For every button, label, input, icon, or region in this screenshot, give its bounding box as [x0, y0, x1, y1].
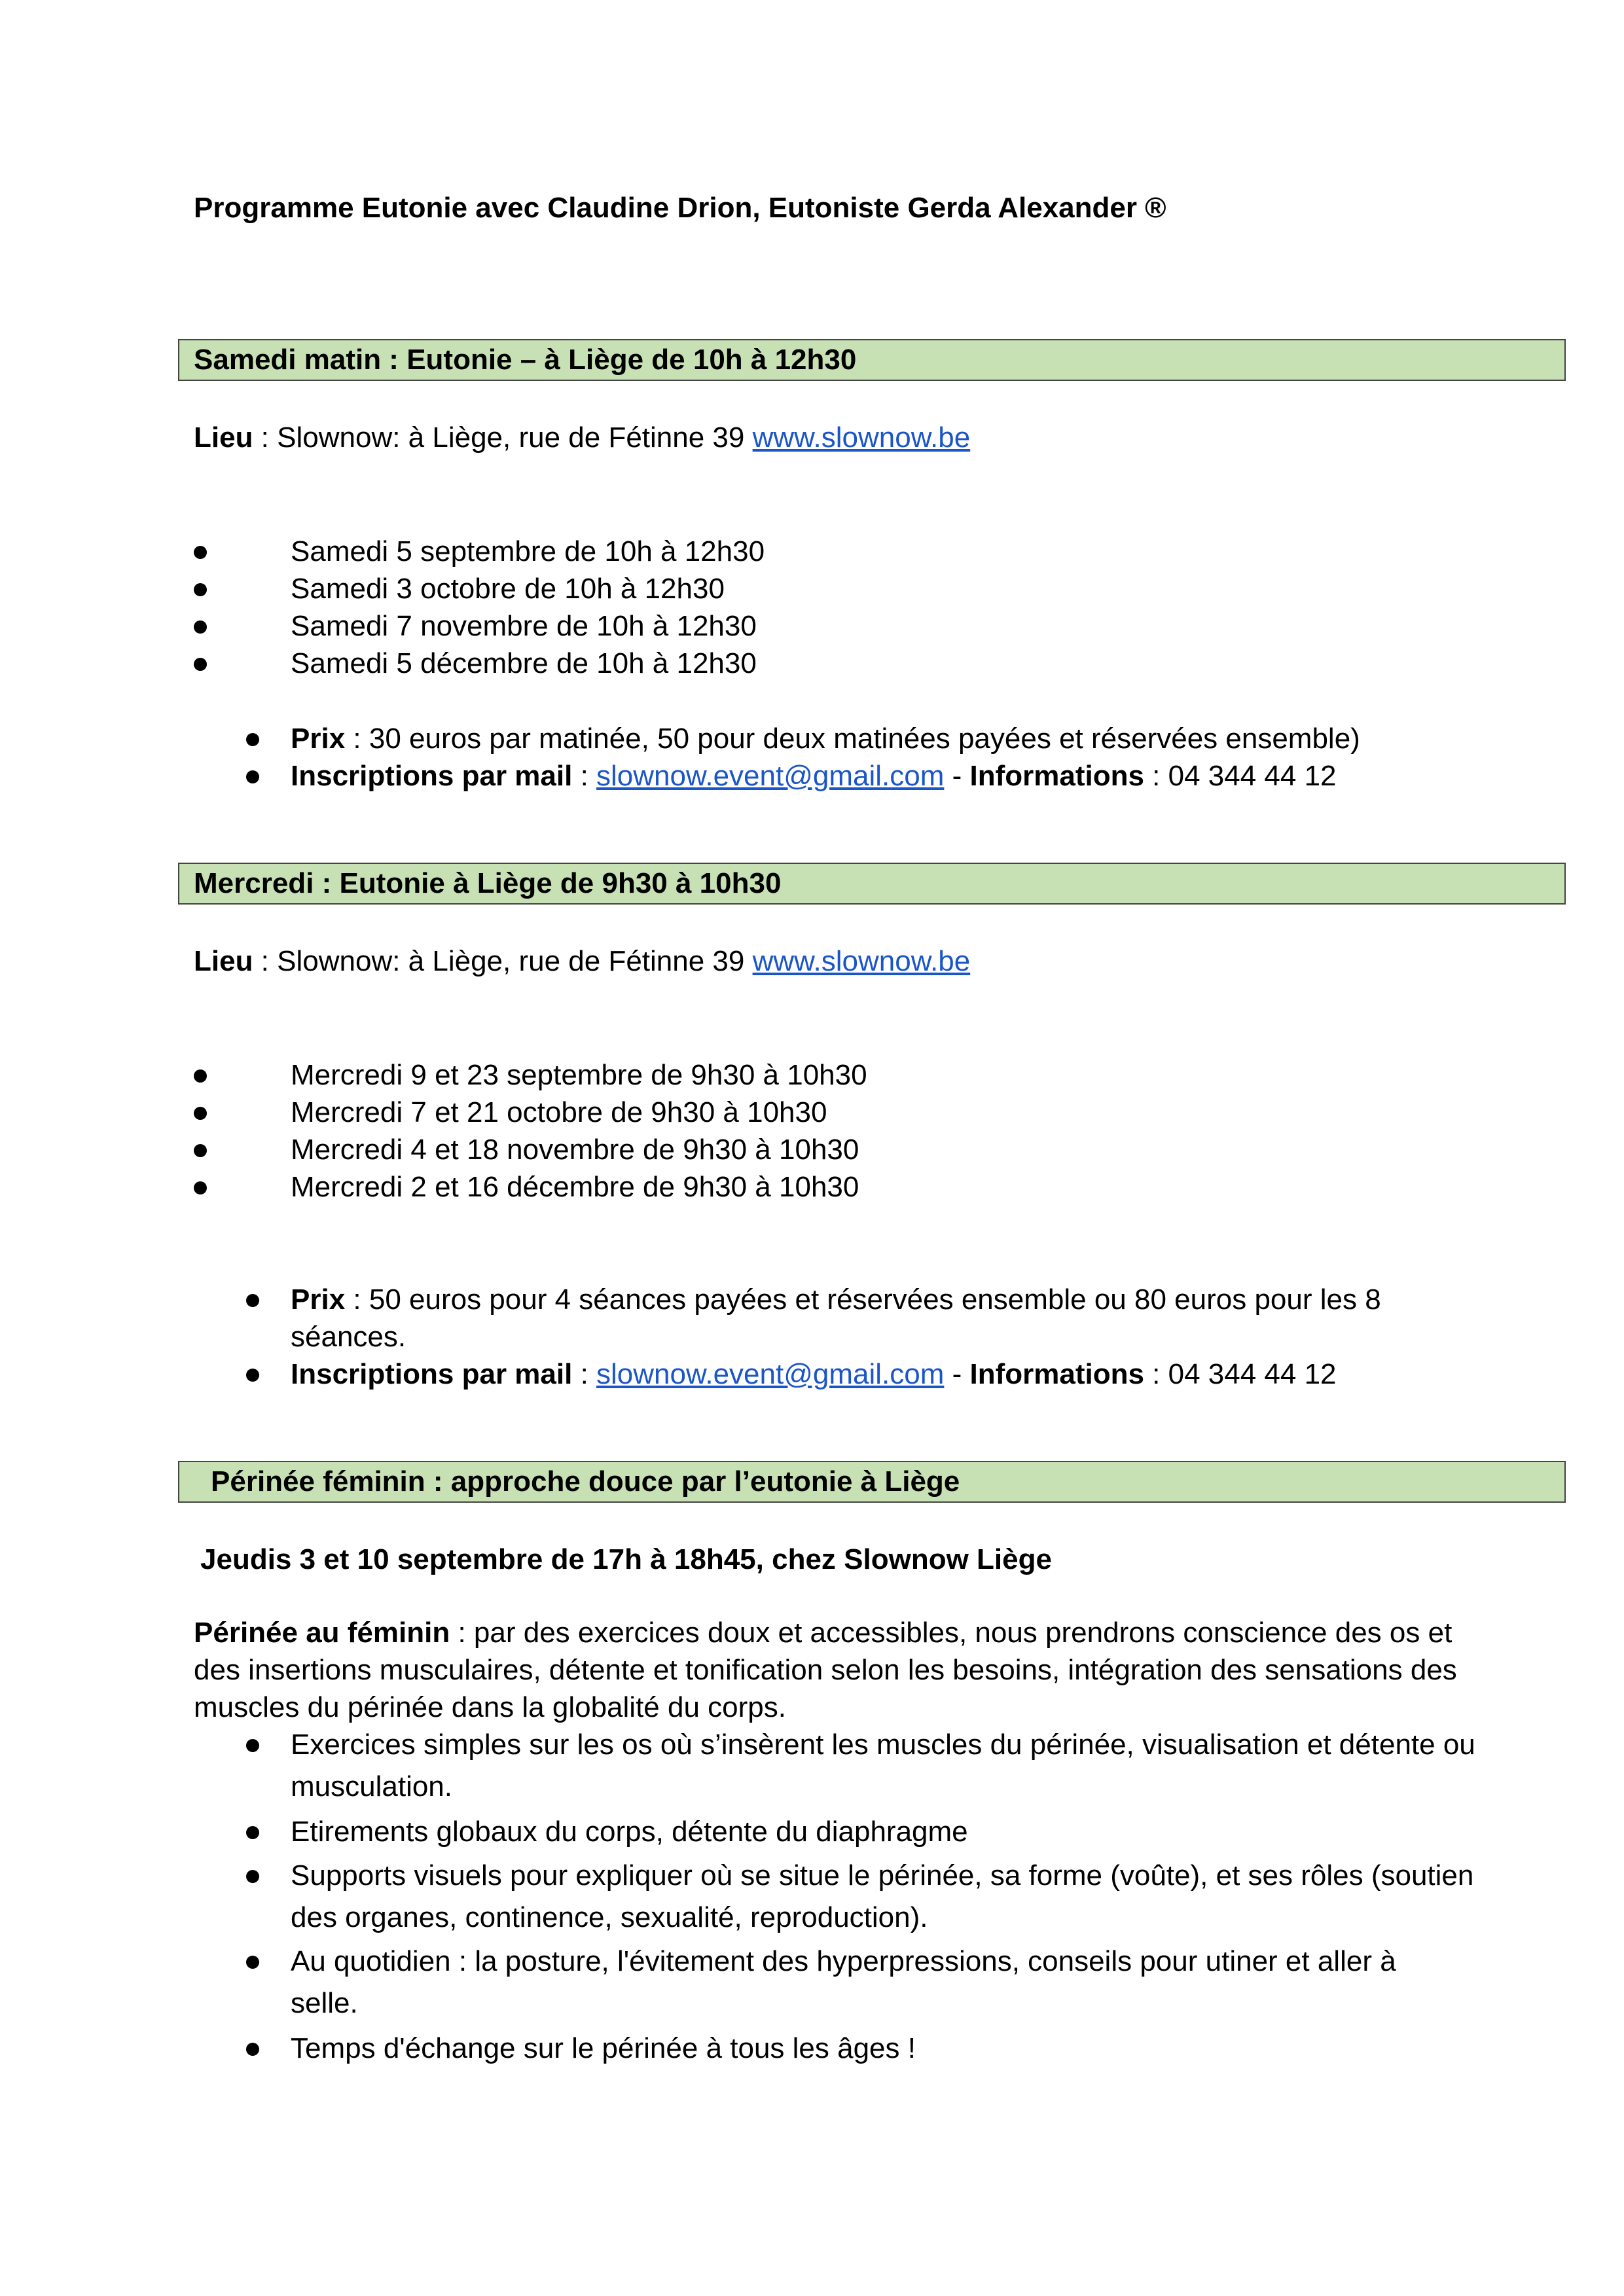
section-subtitle-perinee: Jeudis 3 et 10 septembre de 17h à 18h45, chez Slownow Liège [200, 1543, 1052, 1575]
date-item: Mercredi 2 et 16 décembre de 9h30 à 10h30 [291, 1171, 859, 1203]
lieu-text: : Slownow: à Liège, rue de Fétinne 39 [253, 945, 753, 977]
email-link[interactable]: slownow.event@gmail.com [596, 1358, 945, 1390]
perinee-item-3-cont: des organes, continence, sexualité, reproduction). [291, 1901, 928, 1933]
date-item: Samedi 7 novembre de 10h à 12h30 [291, 610, 757, 642]
separator: : [572, 760, 597, 792]
inscriptions-label: Inscriptions par mail [291, 1358, 573, 1390]
intro-label: Périnée au féminin [194, 1617, 450, 1649]
date-item: Samedi 5 décembre de 10h à 12h30 [291, 647, 757, 679]
date-item: Samedi 3 octobre de 10h à 12h30 [291, 573, 725, 605]
perinee-item-1-cont: musculation. [291, 1770, 453, 1803]
bullet-icon [194, 1144, 207, 1157]
separator: : [572, 1358, 597, 1390]
date-item: Mercredi 4 et 18 novembre de 9h30 à 10h30 [291, 1134, 859, 1166]
prix-line-mercredi [291, 1281, 1381, 1319]
informations-label: Informations [969, 1358, 1144, 1390]
bullet-icon [194, 583, 207, 596]
section-header-samedi: Samedi matin : Eutonie – à Liège de 10h à 12h30 [178, 339, 1566, 381]
intro-text: : par des exercices doux et accessibles, nous prendrons conscience des os et [450, 1617, 1453, 1649]
bullet-icon [194, 1181, 207, 1194]
bullet-icon [194, 620, 207, 634]
perinee-item-4: Au quotidien : la posture, l'évitement des hyperpressions, conseils pour utiner et aller à [291, 1945, 1396, 1977]
lieu-line-samedi [194, 419, 970, 457]
slownow-website-link[interactable]: www.slownow.be [752, 422, 971, 454]
prix-text: : 50 euros pour 4 séances payées et réservées ensemble ou 80 euros pour les 8 [345, 1283, 1381, 1316]
bullet-icon [194, 1069, 207, 1083]
page-title: Programme Eutonie avec Claudine Drion, Eutoniste Gerda Alexander ® [194, 192, 1166, 224]
bullet-icon [246, 1956, 259, 1969]
bullet-icon [246, 1739, 259, 1752]
prix-label: Prix [291, 723, 346, 755]
section-header-perinee: Périnée féminin : approche douce par l’eutonie à Liège [178, 1461, 1566, 1503]
intro-line-1 [194, 1614, 1452, 1651]
bullet-icon [194, 1107, 207, 1120]
inscriptions-line-samedi [291, 757, 1337, 795]
prix-line-mercredi-cont: séances. [291, 1321, 406, 1353]
bullet-icon [194, 546, 207, 559]
date-item: Mercredi 7 et 21 octobre de 9h30 à 10h30 [291, 1096, 827, 1128]
bullet-icon [246, 770, 259, 783]
bullet-icon [246, 1826, 259, 1839]
email-link[interactable]: slownow.event@gmail.com [596, 760, 945, 792]
prix-label: Prix [291, 1283, 346, 1316]
bullet-icon [246, 733, 259, 746]
inscriptions-line-mercredi [291, 1355, 1337, 1393]
perinee-item-4-cont: selle. [291, 1987, 358, 2019]
informations-label: Informations [969, 760, 1144, 792]
date-item: Mercredi 9 et 23 septembre de 9h30 à 10h30 [291, 1059, 867, 1091]
slownow-website-link[interactable]: www.slownow.be [752, 945, 971, 977]
prix-line-samedi [291, 720, 1360, 758]
bullet-icon [246, 1369, 259, 1382]
section-header-mercredi: Mercredi : Eutonie à Liège de 9h30 à 10h30 [178, 863, 1566, 905]
bullet-icon [246, 1294, 259, 1307]
perinee-item-1: Exercices simples sur les os où s’insèrent les muscles du périnée, visualisation et détente ou [291, 1729, 1475, 1761]
perinee-item-2: Etirements globaux du corps, détente du diaphragme [291, 1816, 968, 1848]
lieu-label: Lieu [194, 945, 253, 977]
bullet-icon [246, 1870, 259, 1883]
lieu-line-mercredi [194, 942, 970, 980]
intro-line-3: muscles du périnée dans la globalité du corps. [194, 1691, 786, 1723]
separator: - [944, 1358, 970, 1390]
separator: - [944, 760, 970, 792]
intro-line-2: des insertions musculaires, détente et tonification selon les besoins, intégration des sensations des [194, 1654, 1457, 1686]
inscriptions-label: Inscriptions par mail [291, 760, 573, 792]
phone-text: : 04 344 44 12 [1144, 760, 1337, 792]
phone-text: : 04 344 44 12 [1144, 1358, 1337, 1390]
lieu-label: Lieu [194, 422, 253, 454]
perinee-item-5: Temps d'échange sur le périnée à tous les âges ! [291, 2032, 916, 2064]
prix-text: : 30 euros par matinée, 50 pour deux matinées payées et réservées ensemble) [345, 723, 1360, 755]
perinee-item-3: Supports visuels pour expliquer où se situe le périnée, sa forme (voûte), et ses rôles (soutien [291, 1859, 1474, 1892]
date-item: Samedi 5 septembre de 10h à 12h30 [291, 535, 765, 567]
bullet-icon [246, 2043, 259, 2056]
lieu-text: : Slownow: à Liège, rue de Fétinne 39 [253, 422, 753, 454]
bullet-icon [194, 658, 207, 671]
